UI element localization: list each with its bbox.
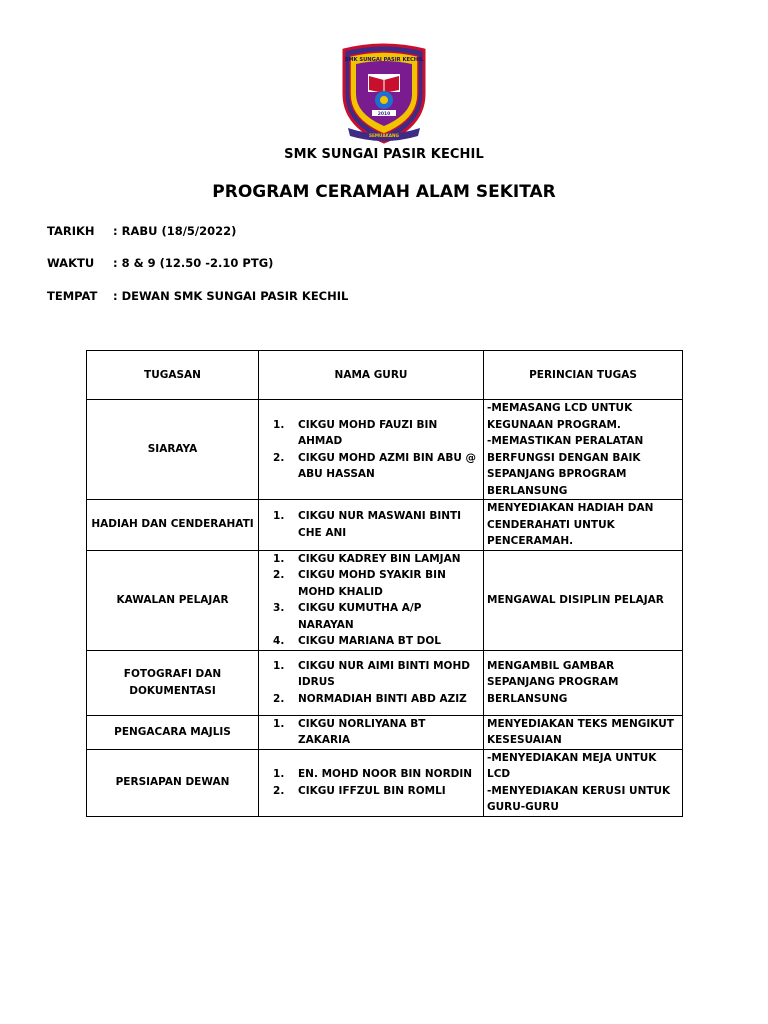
- task-detail: -MENYEDIAKAN MEJA UNTUK LCD: [487, 751, 657, 780]
- tugasan-cell: PERSIAPAN DEWAN: [87, 749, 259, 816]
- info-tempat: [47, 289, 348, 303]
- info-value: : RABU (18/5/2022): [113, 224, 237, 238]
- task-detail: -MENYEDIAKAN KERUSI UNTUK GURU-GURU: [487, 784, 671, 813]
- table-row: [87, 749, 683, 816]
- table-header-row: [87, 351, 683, 400]
- teacher-name: 1. CIKGU NUR AIMI BINTI MOHD IDRUS: [288, 658, 480, 691]
- perincian-cell: [484, 715, 683, 749]
- column-header: PERINCIAN TUGAS: [484, 351, 683, 400]
- tugasan-cell: PENGACARA MAJLIS: [87, 715, 259, 749]
- school-name: SMK SUNGAI PASIR KECHIL: [284, 147, 484, 162]
- tugasan-cell: HADIAH DAN CENDERAHATI: [87, 500, 259, 551]
- teacher-list: [262, 766, 480, 799]
- table-row: [87, 500, 683, 551]
- task-detail: -MEMASTIKAN PERALATAN BERFUNGSI DENGAN BAIK SEPANJANG BPROGRAM BERLANSUNG: [487, 435, 644, 497]
- nama-guru-cell: [259, 715, 484, 749]
- teacher-list: [262, 551, 480, 650]
- column-header: TUGASAN: [87, 351, 259, 400]
- school-crest-logo: [338, 42, 430, 146]
- task-detail: MENGAWAL DISIPLIN PELAJAR: [487, 593, 664, 606]
- teacher-name: 2. NORMADIAH BINTI ABD AZIZ: [288, 691, 480, 708]
- task-detail: MENYEDIAKAN TEKS MENGIKUT KESESUAIAN: [487, 717, 674, 746]
- nama-guru-cell: [259, 400, 484, 500]
- task-detail: MENGAMBIL GAMBAR SEPANJANG PROGRAM BERLANSUNG: [487, 659, 619, 705]
- tugasan-cell: SIARAYA: [87, 400, 259, 500]
- info-value: : DEWAN SMK SUNGAI PASIR KECHIL: [113, 289, 349, 303]
- task-table: [86, 350, 683, 817]
- teacher-list: [262, 658, 480, 708]
- teacher-name: 1. CIKGU NUR MASWANI BINTI CHE ANI: [288, 508, 480, 541]
- table-row: [87, 550, 683, 650]
- nama-guru-cell: [259, 650, 484, 715]
- info-value: : 8 & 9 (12.50 -2.10 PTG): [113, 256, 274, 270]
- teacher-name: 1. CIKGU KADREY BIN LAMJAN: [288, 551, 480, 568]
- tugasan-cell: KAWALAN PELAJAR: [87, 550, 259, 650]
- nama-guru-cell: [259, 749, 484, 816]
- teacher-name: 3. CIKGU KUMUTHA A/P NARAYAN: [288, 600, 480, 633]
- teacher-name: 4. CIKGU MARIANA BT DOL: [288, 633, 480, 650]
- task-detail: MENYEDIAKAN HADIAH DAN CENDERAHATI UNTUK PENCERAMAH.: [487, 502, 654, 547]
- table-row: [87, 400, 683, 500]
- teacher-name: 1. CIKGU MOHD FAUZI BIN AHMAD: [288, 417, 480, 450]
- perincian-cell: [484, 500, 683, 551]
- info-tarikh: [47, 224, 236, 238]
- teacher-name: 2. CIKGU MOHD AZMI BIN ABU @ ABU HASSAN: [288, 450, 480, 483]
- perincian-cell: [484, 400, 683, 500]
- teacher-name: 2. CIKGU MOHD SYAKIR BIN MOHD KHALID: [288, 567, 480, 600]
- svg-text:SMK SUNGAI PASIR KECHIL: SMK SUNGAI PASIR KECHIL: [344, 57, 424, 63]
- task-detail: -MEMASANG LCD UNTUK KEGUNAAN PROGRAM.: [487, 402, 633, 431]
- info-waktu: [47, 256, 273, 270]
- perincian-cell: [484, 650, 683, 715]
- column-header: NAMA GURU: [259, 351, 484, 400]
- table-row: [87, 650, 683, 715]
- teacher-list: [262, 508, 480, 541]
- nama-guru-cell: [259, 550, 484, 650]
- teacher-list: [262, 417, 480, 483]
- perincian-cell: [484, 550, 683, 650]
- perincian-cell: [484, 749, 683, 816]
- svg-text:SEMUAKANG: SEMUAKANG: [369, 133, 399, 138]
- teacher-name: 1. EN. MOHD NOOR BIN NORDIN: [288, 766, 480, 783]
- info-label: WAKTU: [47, 256, 95, 270]
- program-title: PROGRAM CERAMAH ALAM SEKITAR: [212, 182, 556, 202]
- info-label: TEMPAT: [47, 289, 98, 303]
- teacher-name: 2. CIKGU IFFZUL BIN ROMLI: [288, 783, 480, 800]
- table-row: [87, 715, 683, 749]
- teacher-list: [262, 716, 480, 749]
- info-label: TARIKH: [47, 224, 95, 238]
- nama-guru-cell: [259, 500, 484, 551]
- svg-text:2010: 2010: [377, 112, 391, 117]
- teacher-name: 1. CIKGU NORLIYANA BT ZAKARIA: [288, 716, 480, 749]
- tugasan-cell: FOTOGRAFI DAN DOKUMENTASI: [87, 650, 259, 715]
